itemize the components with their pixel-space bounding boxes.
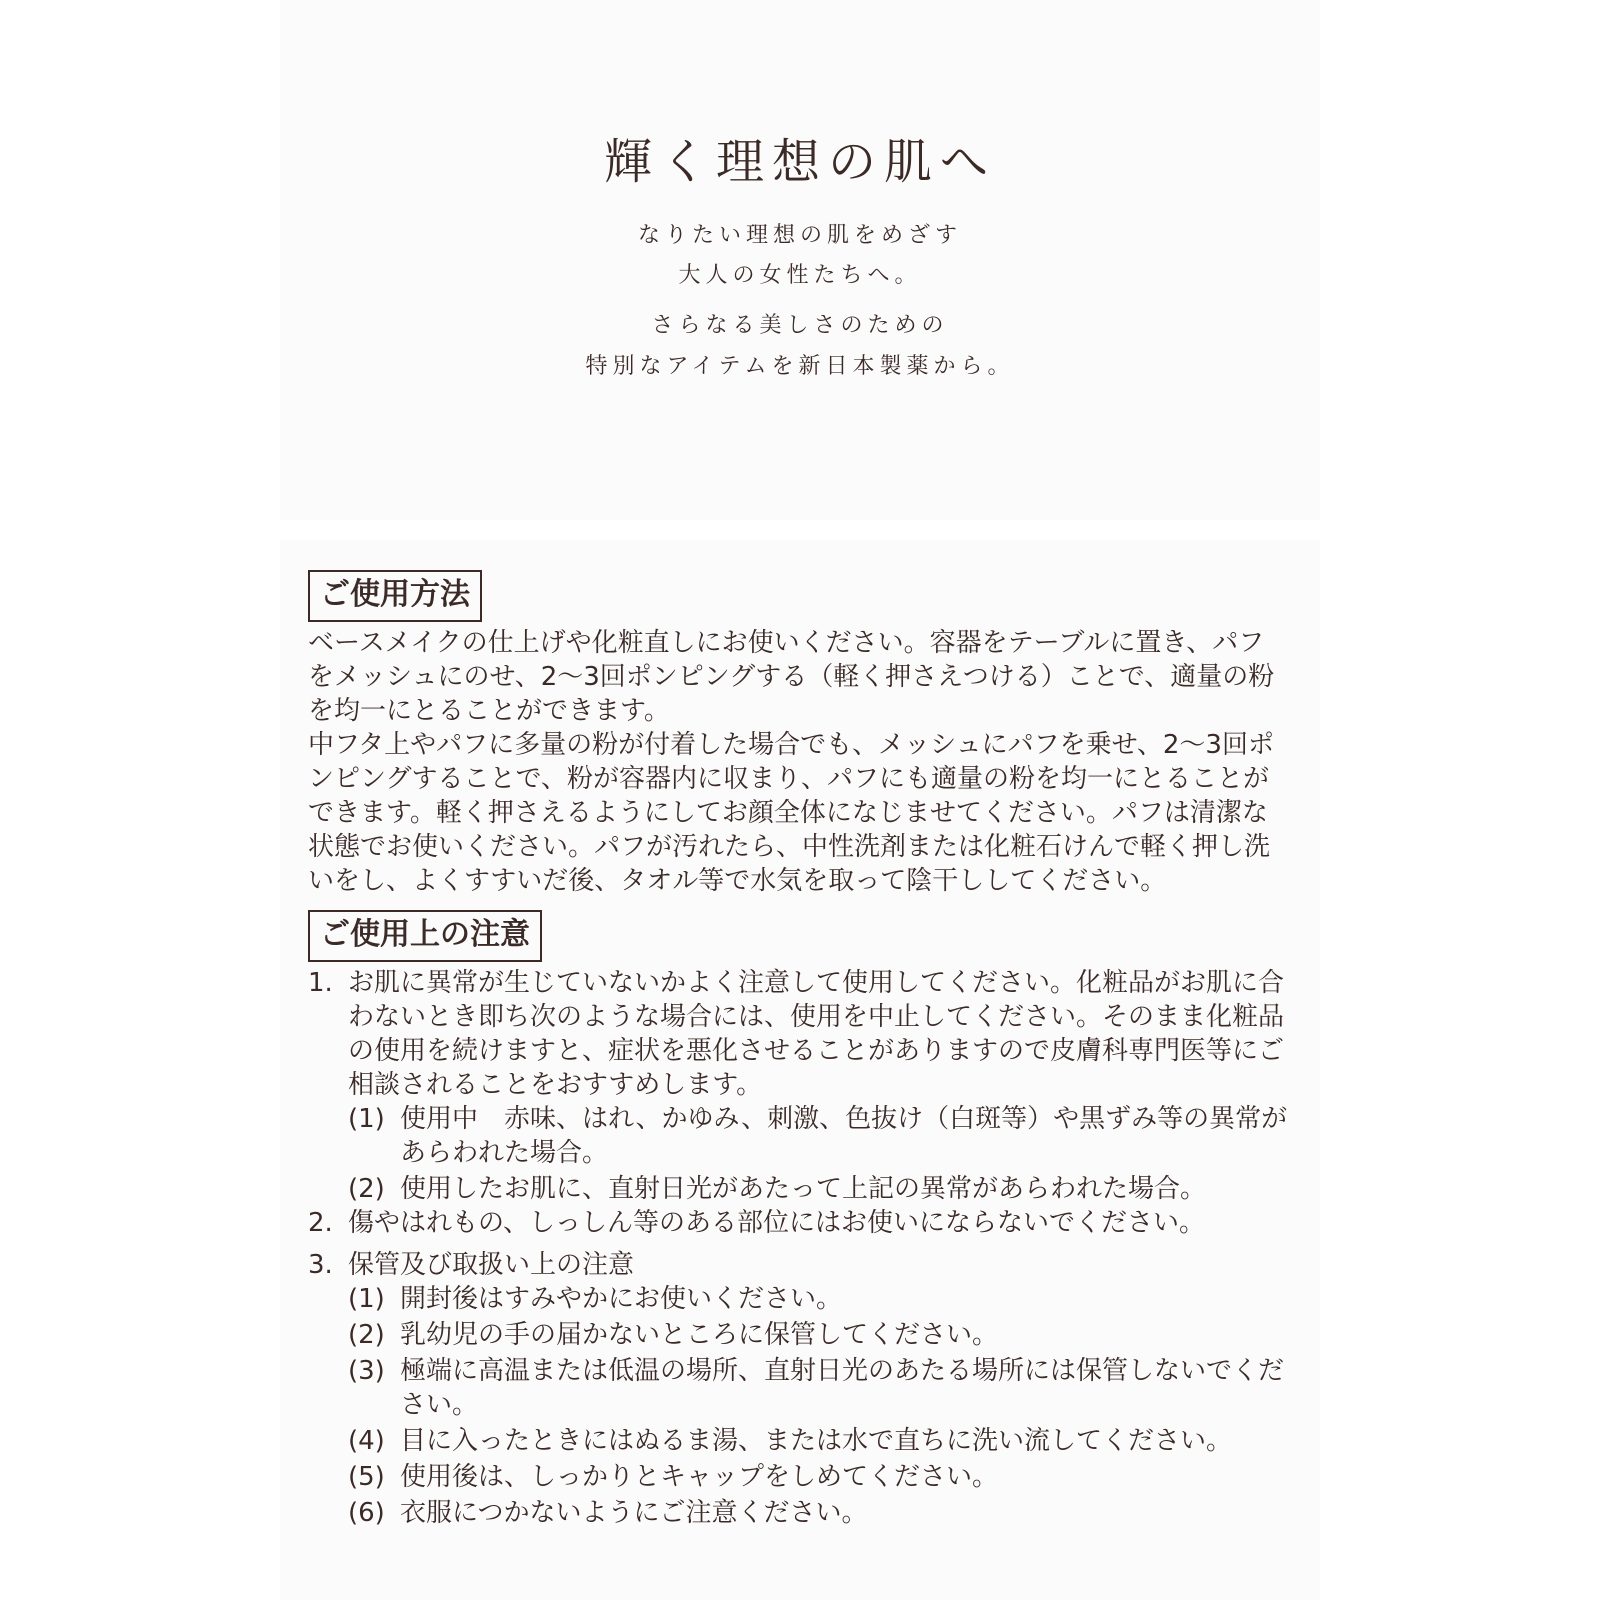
caution-number: 1. [308,968,333,998]
caution-subitem-3-6 [348,1496,1288,1530]
caution-subitem-1-1 [348,1102,1288,1170]
caution-number: 2. [308,1208,333,1238]
caution-subnumber: (2) [348,1320,385,1350]
caution-subnumber: (2) [348,1174,385,1204]
hero-line-1: なりたい理想の肌をめざす [637,223,962,248]
caution-subnumber: (3) [348,1356,385,1386]
caution-subtext: 衣服につかないようにご注意ください。 [400,1498,868,1528]
caution-subtext: 極端に高温または低温の場所、直射日光のあたる場所には保管しないでください。 [400,1356,1285,1420]
caution-subitem-1-2 [348,1172,1288,1206]
caution-subitem-3-4 [348,1424,1288,1458]
caution-subnumber: (4) [348,1426,385,1456]
caution-subnumber: (1) [348,1284,385,1314]
usage-paragraph-2: 中フタ上やパフに多量の粉が付着した場合でも、メッシュにパフを乗せ、2〜3回ポンピングすることで、粉が容器内に収まり、パフにも適量の粉を均一にとることができます。軽く押さえるようにしてお顔全体になじませてください。パフは清潔な状態でお使いください。パフが汚れたら、中性洗剤または化粧石けんで軽く押し洗いをし、よくすすいだ後、タオル等で水気を取って陰干ししてください。 [308,730,1274,896]
caution-subtext: 乳幼児の手の届かないところに保管してください。 [400,1320,999,1350]
caution-item-3 [308,1248,1288,1282]
caution-subtext: 使用後は、しっかりとキャップをしめてください。 [400,1462,999,1492]
caution-subtext: 使用中 赤味、はれ、かゆみ、刺激、色抜け（白斑等）や黒ずみ等の異常があらわれた場合。 [400,1104,1288,1168]
caution-item-1 [308,966,1288,1102]
cautions-heading: ご使用上の注意 [308,910,542,962]
caution-text: お肌に異常が生じていないかよく注意して使用してください。化粧品がお肌に合わないとき即ち次のような場合には、使用を中止してください。そのまま化粧品の使用を続けますと、症状を悪化させることがありますので皮膚科専門医等にご相談されることをおすすめします。 [348,968,1285,1100]
caution-subnumber: (5) [348,1462,385,1492]
caution-subtext: 開封後はすみやかにお使いください。 [400,1284,843,1314]
cautions-section [308,910,1288,1530]
caution-text: 保管及び取扱い上の注意 [348,1250,635,1280]
caution-subnumber: (1) [348,1104,385,1134]
cautions-list [308,966,1288,1530]
hero-line-4: 特別なアイテムを新日本製薬から。 [585,354,1015,379]
hero-line-2: 大人の女性たちへ。 [678,263,922,288]
instructions-content [308,570,1288,1530]
caution-text: 傷やはれもの、しっしん等のある部位にはお使いにならないでください。 [348,1208,1205,1238]
caution-subitem-3-2 [348,1318,1288,1352]
caution-subtext: 使用したお肌に、直射日光があたって上記の異常があらわれた場合。 [400,1174,1207,1204]
top-panel [280,0,1320,520]
caution-item-2 [308,1206,1288,1240]
hero-line-3: さらなる美しさのための [651,313,949,338]
caution-subitem-3-5 [348,1460,1288,1494]
hero-title: 輝く理想の肌へ [603,134,996,190]
caution-subtext: 目に入ったときにはぬるま湯、または水で直ちに洗い流してください。 [400,1426,1233,1456]
caution-number: 3. [308,1250,333,1280]
caution-subitem-3-1 [348,1282,1288,1316]
caution-subitem-3-3 [348,1354,1288,1422]
usage-paragraph-1: ベースメイクの仕上げや化粧直しにお使いください。容器をテーブルに置き、パフをメッシュにのせ、2〜3回ポンピングする（軽く押さえつける）ことで、適量の粉を均一にとることができます。 [308,628,1275,726]
usage-heading: ご使用方法 [308,570,482,622]
caution-subnumber: (6) [348,1498,385,1528]
